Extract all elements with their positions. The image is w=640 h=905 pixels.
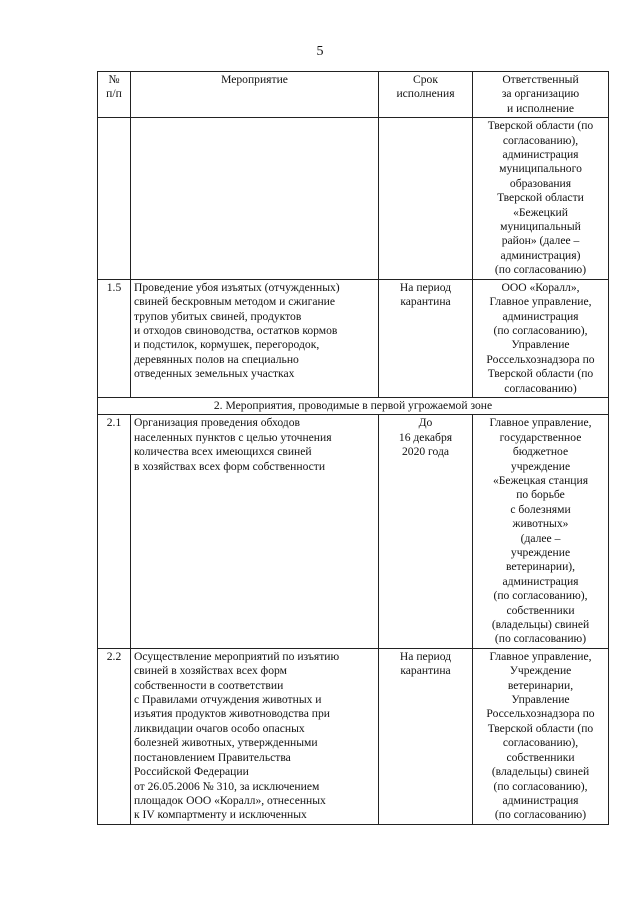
cell-event [131,118,379,279]
table-header-row [98,72,609,118]
header-num: № п/п [98,72,131,118]
page-number: 5 [316,44,324,59]
section-heading: 2. Мероприятия, проводимые в первой угрожаемой зоне [98,397,609,414]
cell-term [379,118,473,279]
table-row [98,118,609,279]
cell-responsible: ООО «Коралл», Главное управление, администрация (по согласованию), Управление Россельхознадзора по Тверской области (по согласованию) [473,279,609,397]
cell-term: До 16 декабря 2020 года [379,415,473,649]
cell-responsible: Тверской области (по согласованию), администрация муниципального образования Тверской области «Бежецкий муниципальный район» (далее – администрация) (по согласованию) [473,118,609,279]
cell-event: Организация проведения обходов населенных пунктов с целью уточнения количества всех имеющихся свиней в хозяйствах всех форм собственности [131,415,379,649]
header-responsible: Ответственный за организацию и исполнение [473,72,609,118]
table-row [98,279,609,397]
cell-event: Проведение убоя изъятых (отчужденных) свиней бескровным методом и сжигание трупов убитых свиней, продуктов и отходов свиноводства, остатков кормов и подстилок, кормушек, перегородок, деревянных полов на специально отведенных земельных участках [131,279,379,397]
section-row [98,397,609,414]
cell-num [98,118,131,279]
table-row [98,648,609,824]
cell-event: Осуществление мероприятий по изъятию свиней в хозяйствах всех форм собственности в соответствии с Правилами отчуждения животных и изъятия продуктов животноводства при ликвидации очагов особо опасных болезней животных, утвержденными постановлением Правительства Российской Федерации от 26.05.2006 № 310, за исключением площадок ООО «Коралл», отнесенных к IV компартменту и исключенных [131,648,379,824]
cell-num: 2.1 [98,415,131,649]
cell-term: На период карантина [379,279,473,397]
header-term: Срок исполнения [379,72,473,118]
cell-responsible: Главное управление, государственное бюджетное учреждение «Бежецкая станция по борьбе с болезнями животных» (далее – учреждение ветеринарии), администрация (по согласованию), собственники (владельцы) свиней (по согласованию) [473,415,609,649]
cell-num: 2.2 [98,648,131,824]
header-event: Мероприятие [131,72,379,118]
measures-table [97,71,609,825]
cell-num: 1.5 [98,279,131,397]
table-row [98,415,609,649]
cell-term: На период карантина [379,648,473,824]
cell-responsible: Главное управление, Учреждение ветеринарии, Управление Россельхознадзора по Тверской области (по согласованию), собственники (владельцы) свиней (по согласованию), администрация (по согласованию) [473,648,609,824]
